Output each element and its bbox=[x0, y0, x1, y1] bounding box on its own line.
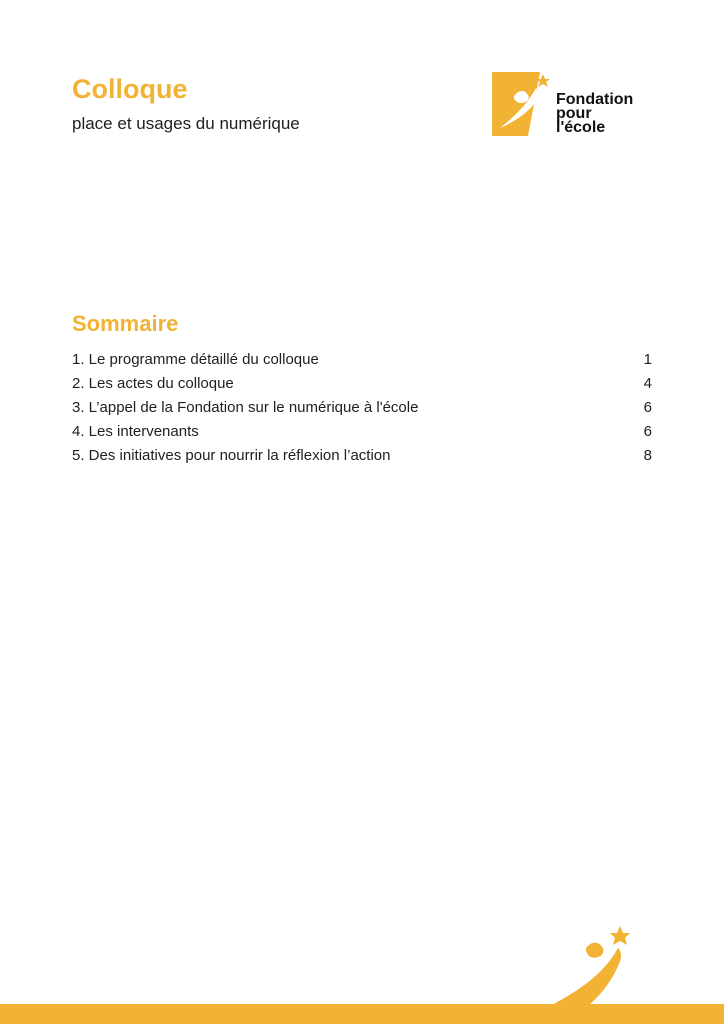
page-title: Colloque bbox=[72, 74, 188, 104]
table-of-contents bbox=[72, 348, 652, 468]
toc-heading: Sommaire bbox=[72, 311, 179, 336]
toc-item-label: 3. L’appel de la Fondation sur le numérique à l'école bbox=[72, 399, 419, 416]
toc-item[interactable] bbox=[72, 348, 652, 372]
toc-item[interactable] bbox=[72, 420, 652, 444]
logo-text-line: Fondation bbox=[556, 91, 634, 108]
toc-item-label: 2. Les actes du colloque bbox=[72, 375, 234, 392]
toc-item-page: 1 bbox=[643, 351, 652, 368]
toc-item-page: 6 bbox=[643, 399, 652, 416]
fondation-logo bbox=[492, 72, 662, 136]
logo-text bbox=[556, 93, 633, 135]
toc-item-page: 6 bbox=[643, 423, 652, 440]
star-child-decoration-icon bbox=[548, 922, 638, 1006]
toc-item-page: 4 bbox=[643, 375, 652, 392]
footer-bar bbox=[0, 1004, 724, 1024]
page-subtitle: place et usages du numérique bbox=[72, 114, 300, 133]
toc-item[interactable] bbox=[72, 372, 652, 396]
star-child-logo-icon bbox=[492, 72, 552, 136]
toc-item-label: 5. Des initiatives pour nourrir la réflexion l’action bbox=[72, 447, 391, 464]
toc-item-page: 8 bbox=[643, 447, 652, 464]
toc-item-label: 1. Le programme détaillé du colloque bbox=[72, 351, 319, 368]
logo-text-line: l'école bbox=[556, 119, 606, 136]
logo-text-line: pour bbox=[556, 105, 592, 122]
toc-item[interactable] bbox=[72, 444, 652, 468]
toc-item[interactable] bbox=[72, 396, 652, 420]
toc-item-label: 4. Les intervenants bbox=[72, 423, 199, 440]
